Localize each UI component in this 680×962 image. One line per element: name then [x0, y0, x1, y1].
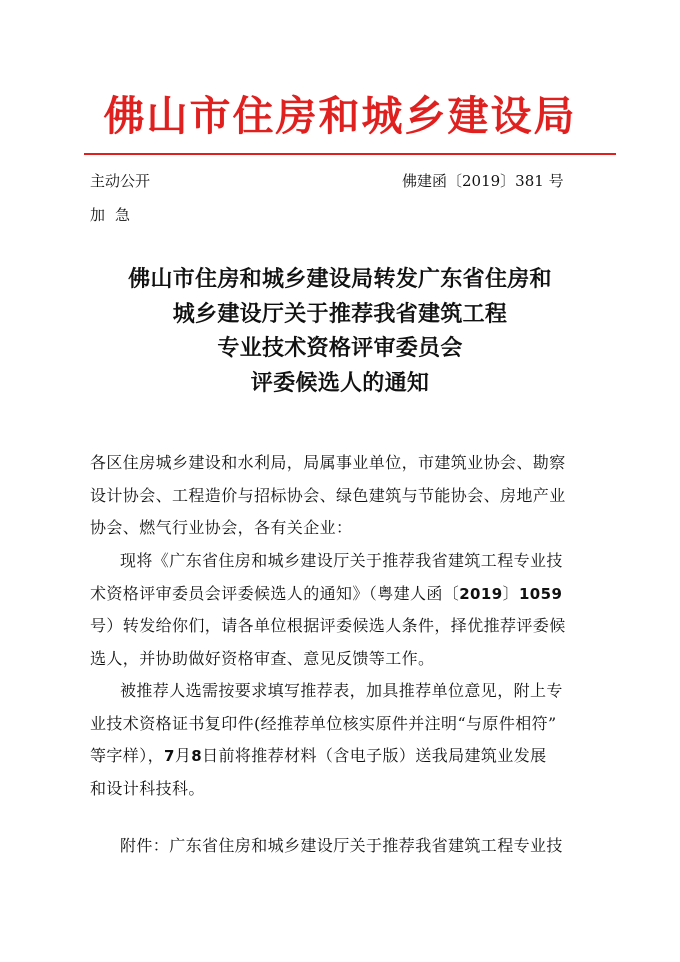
title-line: 城乡建设厅关于推荐我省建筑工程 [172, 300, 508, 327]
paragraph-line [90, 740, 610, 773]
disclosure-type: 主动公开 [90, 172, 151, 190]
title-line: 专业技术资格评审委员会 [217, 335, 463, 361]
title-line: 佛山市住房和城乡建设局转发广东省住房和 [128, 266, 552, 292]
paragraph-text: 月 [174, 746, 192, 765]
addressee-block [90, 447, 610, 545]
paragraph-text: 日前将推荐材料（含电子版）送我局建筑业发展 [202, 746, 547, 765]
paragraph-line [90, 578, 610, 611]
reference-number: 1059 [518, 584, 563, 603]
attachment-line: 附件：广东省住房和城乡建设厅关于推荐我省建筑工程专业技 [120, 836, 563, 855]
paragraph-text: 术资格评审委员会评委候选人的通知》（粤建人函〔 [90, 583, 460, 603]
paragraph-line: 现将《广东省住房和城乡建设厅关于推荐我省建筑工程专业技 [120, 551, 563, 570]
addressee-line: 协会、燃气行业协会，各有关企业： [90, 518, 353, 537]
document-number: 佛建函〔2019〕381 号 [402, 172, 564, 190]
organization-header: 佛山市住房和城乡建设局 [103, 92, 577, 140]
paragraph-text: 等字样）， [90, 746, 165, 765]
red-divider-line [84, 153, 616, 155]
paragraph-line: 选人，并协助做好资格审查、意见反馈等工作。 [90, 648, 435, 668]
document-title [0, 262, 680, 400]
paragraph-line: 被推荐人选需按要求填写推荐表，加具推荐单位意见，附上专 [120, 681, 563, 700]
attachment-note [90, 830, 610, 863]
urgency-level: 加急 [90, 206, 141, 224]
addressee-line: 各区住房城乡建设和水利局，局属事业单位，市建筑业协会、勘察 [90, 453, 566, 472]
paragraph-forwarding [90, 545, 610, 675]
addressee-line: 设计协会、工程造价与招标协会、绿色建筑与节能协会、房地产业 [90, 485, 566, 505]
paragraph-text: 〕 [502, 583, 519, 603]
paragraph-line: 业技术资格证书复印件(经推荐单位核实原件并注明“与原件相符” [90, 713, 557, 733]
title-line: 评委候选人的通知 [250, 369, 430, 396]
paragraph-line: 和设计科技科。 [90, 778, 205, 798]
deadline-month: 7 [164, 747, 175, 765]
paragraph-line: 号）转发给你们，请各单位根据评委候选人条件，择优推荐评委候 [90, 616, 566, 635]
reference-year: 2019 [459, 584, 503, 603]
deadline-day: 8 [191, 747, 203, 765]
paragraph-submission [90, 675, 610, 805]
